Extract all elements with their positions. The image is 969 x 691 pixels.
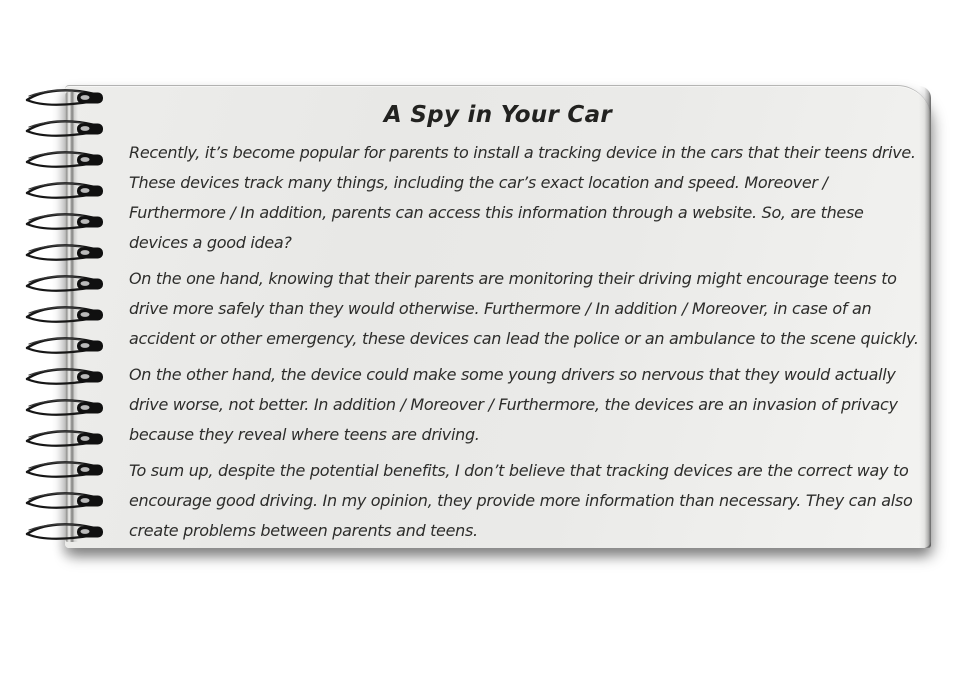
spiral-wire-loop <box>25 148 109 174</box>
spiral-notebook <box>25 80 937 558</box>
essay-body <box>129 138 921 552</box>
spiral-wire-loop <box>25 117 109 143</box>
spiral-wire-loop <box>25 210 109 236</box>
spiral-wire-loop <box>25 365 109 391</box>
spiral-wire-loop <box>25 272 109 298</box>
spiral-wire-loop <box>25 458 109 484</box>
spiral-wire-loop <box>25 396 109 422</box>
spiral-wire-loop <box>25 179 109 205</box>
spiral-wire-loop <box>25 334 109 360</box>
essay-paragraph-con: On the other hand, the device could make some young drivers so nervous that they would actually drive worse, not better. In addition / Moreover / Furthermore, the devices are an invasion of privacy because they reveal where teens are driving. <box>129 365 898 444</box>
notebook-page <box>65 85 931 548</box>
spiral-wire-loop <box>25 520 109 546</box>
essay-paragraph-pro: On the one hand, knowing that their parents are monitoring their driving might encourage teens to drive more safely than they would otherwise. Furthermore / In addition / Moreover, in case of an accident or other emergency, these devices can lead the police or an ambulance to the scene quickly. <box>129 269 919 348</box>
spiral-wire-loop <box>25 489 109 515</box>
spiral-wire-loop <box>25 86 109 112</box>
essay-paragraph-intro: Recently, it’s become popular for parents to install a tracking device in the cars that their teens drive. These devices track many things, including the car’s exact location and speed. Moreover / Furthermore / In addition, parents can access this information through a website. So, are these devices a good idea? <box>129 143 916 252</box>
spiral-wire-loop <box>25 427 109 453</box>
spiral-wire-loop <box>25 303 109 329</box>
essay-title: A Spy in Your Car <box>383 102 613 128</box>
essay-paragraph-conclusion: To sum up, despite the potential benefits, I don’t believe that tracking devices are the correct way to encourage good driving. In my opinion, they provide more information than necessary. They can also create problems between parents and teens. <box>129 461 913 540</box>
spiral-binding <box>25 86 135 552</box>
spiral-wire-loop <box>25 241 109 267</box>
